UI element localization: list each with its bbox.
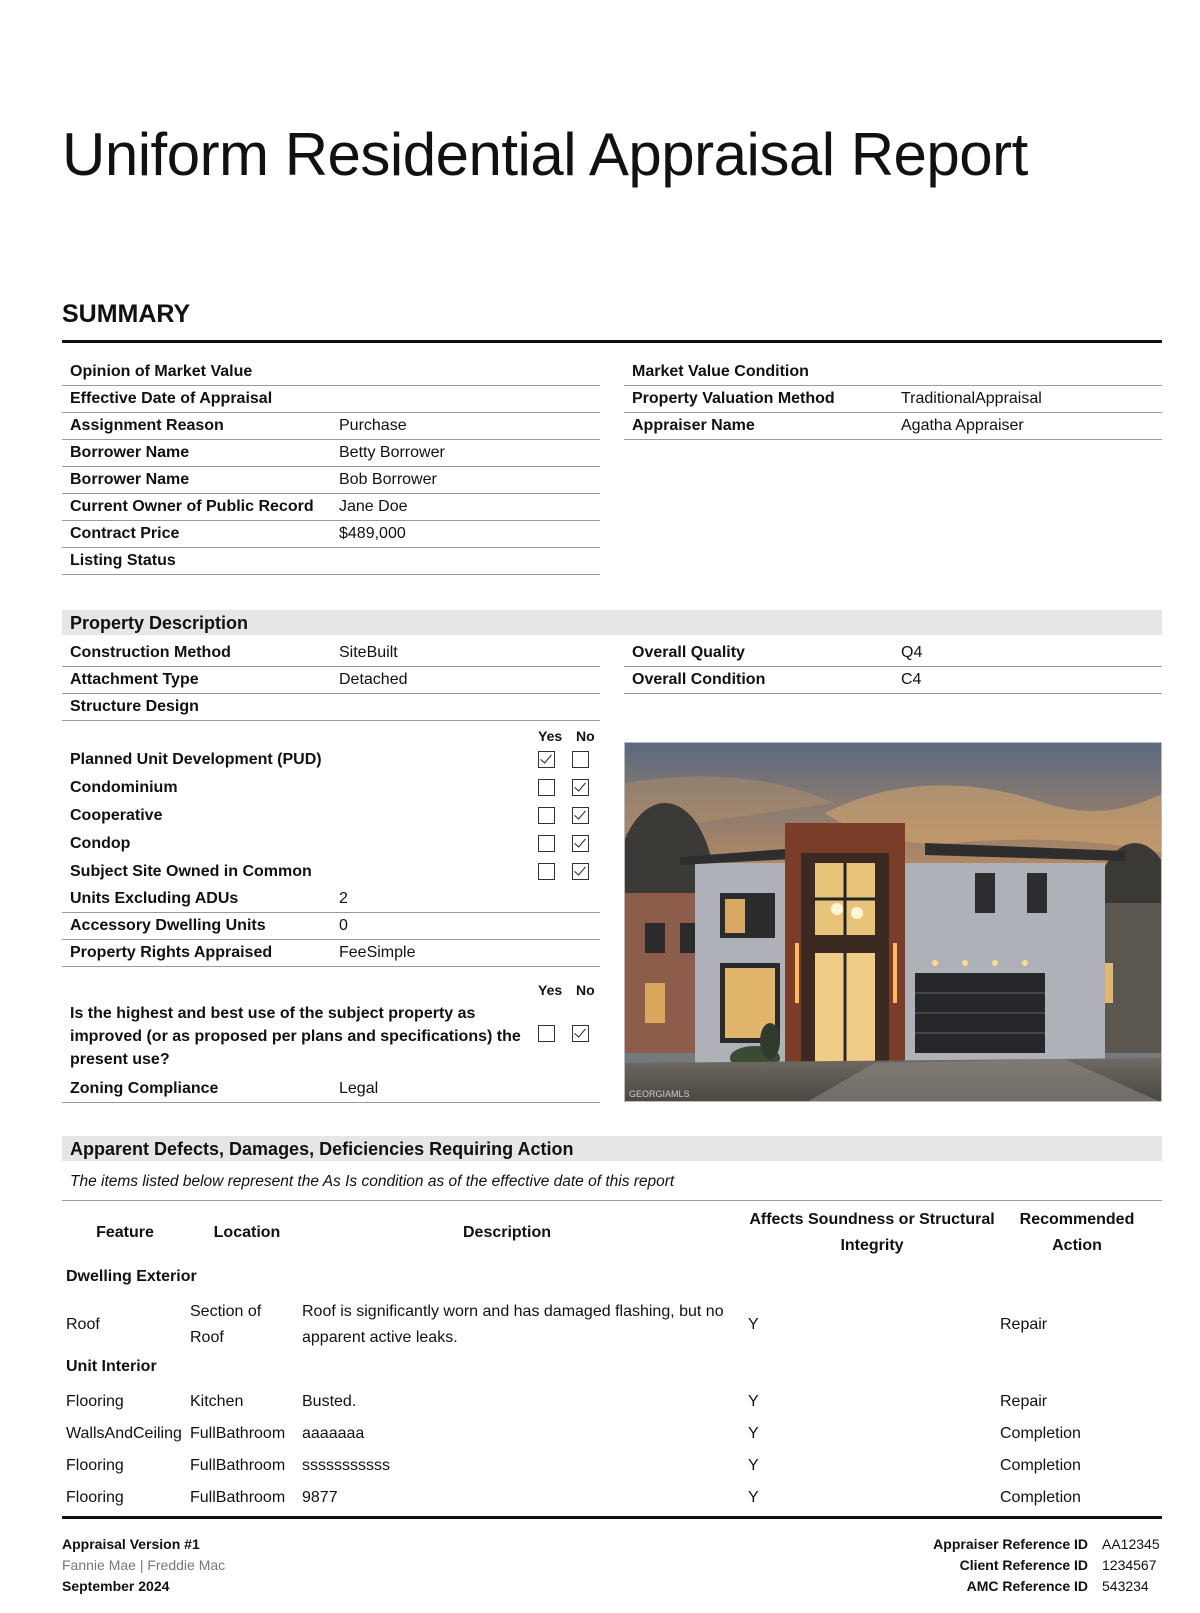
checkbox-no[interactable] (572, 863, 589, 880)
defects-note: The items listed below represent the As Is condition as of the effective date of this report (70, 1173, 675, 1190)
field-units-excluding-adus: Units Excluding ADUs 2 (62, 886, 600, 913)
checkbox-yes[interactable] (538, 807, 555, 824)
field-borrower-name-2: Borrower Name Bob Borrower (62, 467, 600, 494)
field-valuation-method: Property Valuation Method TraditionalAppraisal (624, 386, 1162, 413)
group-dwelling-exterior: Dwelling Exterior (66, 1268, 197, 1285)
checkbox-no[interactable] (572, 807, 589, 824)
field-structure-design: Structure Design (62, 694, 600, 721)
field-borrower-name-1: Borrower Name Betty Borrower (62, 440, 600, 467)
field-market-value-condition: Market Value Condition (624, 359, 1162, 386)
defects-heading: Apparent Defects, Damages, Deficiencies Requiring Action (62, 1136, 1162, 1161)
property-photo (624, 742, 1162, 1102)
checkbox-yes[interactable] (538, 751, 555, 768)
appraiser-reference: Appraiser Reference ID AA12345 (933, 1536, 1160, 1552)
field-construction-method: Construction Method SiteBuilt (62, 640, 600, 667)
property-description-heading: Property Description (62, 610, 1162, 635)
units-table (62, 886, 600, 967)
checkbox-no[interactable] (572, 835, 589, 852)
footer-date: September 2024 (62, 1578, 170, 1594)
field-effective-date: Effective Date of Appraisal (62, 386, 600, 413)
field-opinion-of-market-value: Opinion of Market Value (62, 359, 600, 386)
col-description: Description (462, 1224, 551, 1241)
footer-left (62, 1534, 225, 1597)
yes-no-header (62, 728, 600, 746)
checkbox-yes[interactable] (538, 863, 555, 880)
footer-references (933, 1534, 1162, 1597)
checkbox-no[interactable] (572, 751, 589, 768)
check-row-condominium: Condominium (62, 774, 600, 802)
checkbox-yes[interactable] (538, 779, 555, 796)
col-feature: Feature (96, 1224, 154, 1241)
hbu-checkbox-no[interactable] (572, 1025, 589, 1042)
field-overall-quality: Overall Quality Q4 (624, 640, 1162, 667)
field-assignment-reason: Assignment Reason Purchase (62, 413, 600, 440)
property-right-table (624, 640, 1162, 694)
checkbox-no[interactable] (572, 779, 589, 796)
field-overall-condition: Overall Condition C4 (624, 667, 1162, 694)
zoning-table (62, 1076, 600, 1103)
summary-rule (62, 340, 1162, 343)
footer-org: Fannie Mae | Freddie Mac (62, 1557, 226, 1573)
property-left-table (62, 640, 600, 721)
report-page: Uniform Residential Appraisal Report SUMMARY Opinion of Market Value Effective Date of Appraisal Assignment Reason Purchase Borrower Name Betty Borrower Borrower Name Bob Borrower Current Owner of Public Record Jane Doe Contract Price $489,000 Listing Status Market Value Condition Property Valuation Method TraditionalAppraisal Appraiser Name Agatha Appraiser Property Description Construction Method SiteBuilt Attachment Type Detached Structure Design Overall Quality Q4 Overall Condition C4 Yes No Planned Unit Development (PUD) Condominium Cooperative Condop Subject Site Owned in Common Units Excluding ADUs 2 Accessory Dwelling Units 0 Property Rights Appraised FeeSimple Yes No Is the highest and best use of the subject property as improved (or as proposed per plans and specifications) the present use? Zoning Compliance Legal GEORGIAMLS Apparent Defects, Damages, Deficiencies Requiring Action The items listed below represent the As Is condition as of the effective date of this report Feature Location Description Affects Soundness or Structural Integrity Recommended Action Dwelling Exterior Roof Section of Roof Roof is significantly worn and has damaged flashing, but no apparent active leaks. Y Repair Unit Interior Flooring Kitchen Busted. Y Repair WallsAndCeiling FullBathroom aaaaaaa Y Completion Flooring FullBathroom sssssssssss Y Completion Flooring FullBathroom 9877 Y Completion Appraisal Version #1 Fannie Mae | Freddie Mac September 2024 Appraiser Reference ID AA12345 Client Reference ID 1234567 AMC Reference ID 543234 (62, 0, 1162, 1613)
amc-reference: AMC Reference ID 543234 (966, 1578, 1149, 1594)
yes-label: Yes (538, 728, 563, 744)
defects-note-rule (62, 1200, 1162, 1201)
hbu-question: Is the highest and best use of the subject property as improved (or as proposed per plans and specifications) the present use? (70, 1005, 521, 1068)
col-affects: Affects Soundness or Structural Integrity (749, 1211, 995, 1254)
appraisal-version: Appraisal Version #1 (62, 1536, 200, 1552)
field-listing-status: Listing Status (62, 548, 600, 575)
field-contract-price: Contract Price $489,000 (62, 521, 600, 548)
field-attachment-type: Attachment Type Detached (62, 667, 600, 694)
check-row-site-owned-in-common: Subject Site Owned in Common (62, 858, 600, 886)
check-row-condop: Condop (62, 830, 600, 858)
hbu-yes-no-header: Yes No (538, 982, 595, 998)
field-appraiser-name: Appraiser Name Agatha Appraiser (624, 413, 1162, 440)
footer-rule (62, 1516, 1162, 1519)
col-recommended-action: Recommended Action (1019, 1211, 1135, 1254)
page-title: Uniform Residential Appraisal Report (62, 121, 1028, 188)
field-accessory-dwelling-units: Accessory Dwelling Units 0 (62, 913, 600, 940)
no-label: No (576, 728, 595, 744)
checkbox-yes[interactable] (538, 835, 555, 852)
check-row-pud: Planned Unit Development (PUD) (62, 746, 600, 774)
field-property-rights: Property Rights Appraised FeeSimple (62, 940, 600, 967)
check-row-cooperative: Cooperative (62, 802, 600, 830)
summary-left-table (62, 359, 600, 575)
field-current-owner: Current Owner of Public Record Jane Doe (62, 494, 600, 521)
col-location: Location (213, 1224, 281, 1241)
group-unit-interior: Unit Interior (66, 1358, 157, 1375)
summary-right-table (624, 359, 1162, 440)
hbu-checkbox-yes[interactable] (538, 1025, 555, 1042)
summary-heading: SUMMARY (62, 300, 191, 328)
field-zoning-compliance: Zoning Compliance Legal (62, 1076, 600, 1103)
house-illustration (625, 743, 1162, 1102)
client-reference: Client Reference ID 1234567 (959, 1557, 1157, 1573)
photo-watermark: GEORGIAMLS (629, 1089, 690, 1099)
